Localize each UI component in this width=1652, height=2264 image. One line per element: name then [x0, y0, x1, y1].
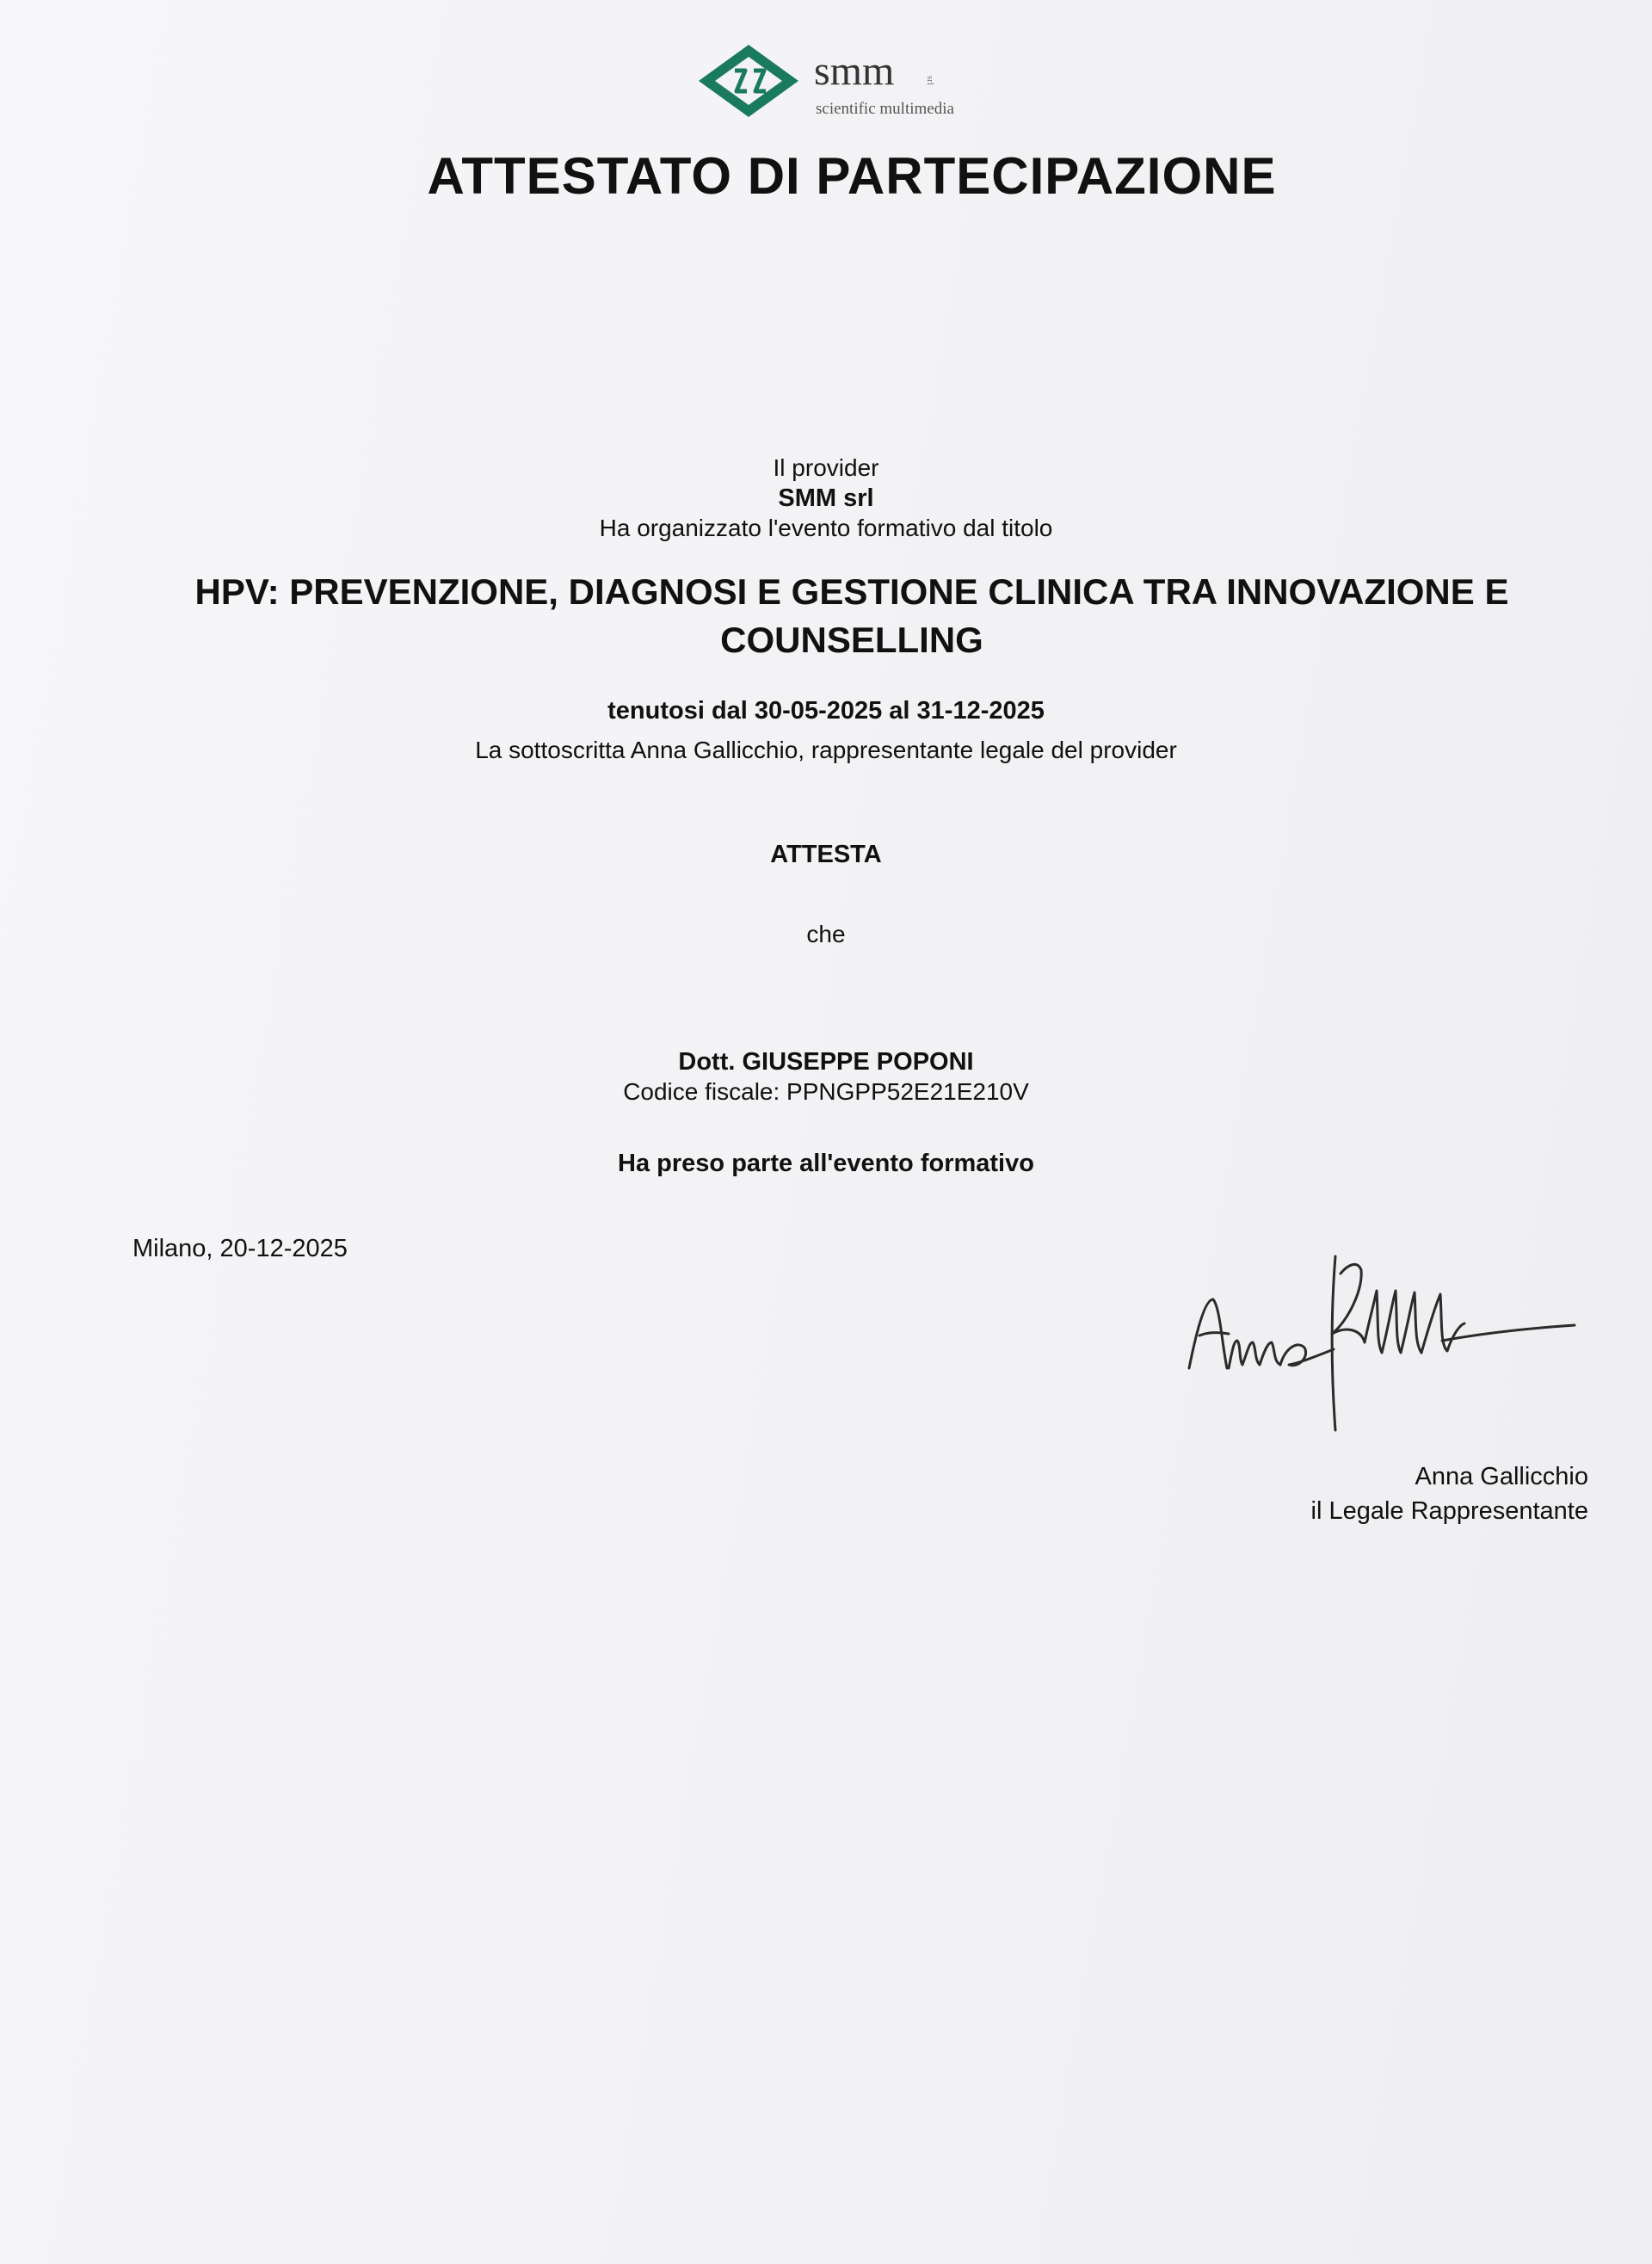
fiscal-code: Codice fiscale: PPNGPP52E21E210V — [623, 1078, 1029, 1105]
signer-name: Anna Gallicchio — [1415, 1463, 1588, 1490]
logo-suffix: srl — [925, 76, 935, 85]
signatory-statement: La sottoscritta Anna Gallicchio, rappresentante legale del provider — [475, 737, 1177, 763]
participant-name: Dott. GIUSEPPE POPONI — [678, 1048, 974, 1076]
logo-name: smm — [814, 48, 895, 94]
smm-logo — [695, 41, 1005, 127]
signer-role: il Legale Rappresentante — [1310, 1497, 1588, 1525]
logo-tagline: scientific multimedia — [816, 100, 954, 118]
attesta-heading: ATTESTA — [770, 841, 882, 868]
participation-text: Ha preso parte all'evento formativo — [618, 1150, 1034, 1177]
provider-name: SMM srl — [778, 484, 874, 512]
certificate-title: ATTESTATO DI PARTECIPAZIONE — [427, 147, 1277, 205]
logo-diamond-icon — [699, 45, 798, 117]
che-text: che — [806, 921, 846, 947]
place-date: Milano, 20-12-2025 — [133, 1235, 348, 1262]
provider-intro: Il provider — [773, 454, 879, 481]
organized-text: Ha organizzato l'evento formativo dal titolo — [599, 515, 1053, 541]
event-title: HPV: PREVENZIONE, DIAGNOSI E GESTIONE CLINICA TRA INNOVAZIONE E COUNSELLING — [194, 571, 1509, 660]
signer-block — [1311, 1459, 1588, 1528]
handwritten-signature — [1179, 1239, 1592, 1437]
event-dates: tenutosi dal 30-05-2025 al 31-12-2025 — [607, 697, 1045, 725]
